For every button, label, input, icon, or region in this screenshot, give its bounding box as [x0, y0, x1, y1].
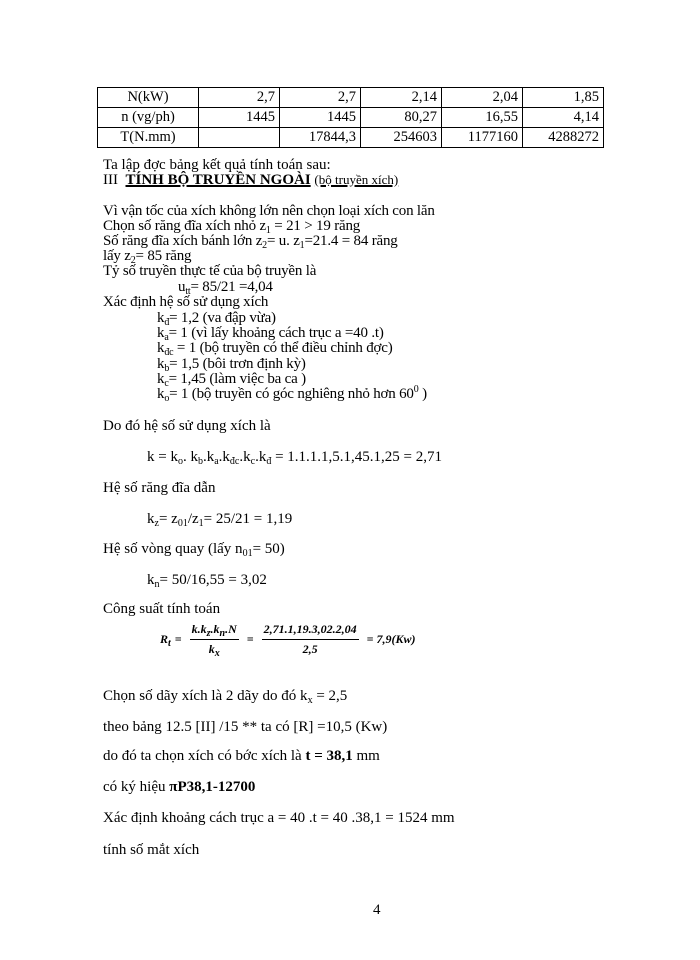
table-cell: 4,14	[523, 108, 604, 128]
table-cell: 1,85	[523, 88, 604, 108]
table-cell: 2,7	[199, 88, 280, 108]
text-line: $k_z= z_{01}/z_1= 25/21 = 1,19$	[147, 511, 293, 529]
row-label: N(kW)	[98, 88, 199, 108]
text-line: Số răng đĩa xích bánh lớn $z_2= u$. $z_1=21.4 = 84$ răng	[103, 233, 398, 251]
text-line: $k_n= 50/16,55 = 3,02$	[147, 572, 267, 590]
text-line: Xác định hệ số sử dụng xích	[103, 294, 269, 310]
table-row	[98, 108, 604, 128]
table-cell: 80,27	[361, 108, 442, 128]
text-line: Công suất tính toán	[103, 601, 221, 617]
table-cell: 1445	[280, 108, 361, 128]
table-cell: 4288272	[523, 128, 604, 148]
text-line: do đó ta chọn xích có bớc xích là t = 38,1 mm	[103, 748, 380, 764]
text-line: $k = k_o$. $k_b.k_a.k_{đc}.k_c.k_đ = 1.1.1.1,5.1,45.1,25 = 2,71$	[147, 449, 442, 467]
coef-line: $k_o= 1$ (bộ truyền có góc nghiêng nhỏ hơn $60^0$ )	[157, 384, 427, 404]
section-heading: III TÍNH BỘ TRUYỀN NGOÀI (bộ truyền xích)	[103, 172, 399, 188]
table-row	[98, 88, 604, 108]
table-cell	[199, 128, 280, 148]
coef-line: $k_{đc} = 1$ (bộ truyền có thể điều chỉnh đợc)	[157, 340, 393, 358]
text-line: Chọn số dãy xích là 2 dãy do đó $k_x = 2,5$	[103, 688, 348, 706]
page-number: 4	[373, 902, 381, 918]
row-label: n (vg/ph)	[98, 108, 199, 128]
table-cell: 16,55	[442, 108, 523, 128]
text-line: lấy $z_2= 85$ răng	[103, 248, 192, 266]
coef-line: $k_c= 1,45$ (làm việc ba ca )	[157, 371, 306, 389]
table-intro: Ta lập đợc bảng kết quả tính toán sau:	[103, 157, 331, 173]
text-line: Tỷ số truyền thực tế của bộ truyền là	[103, 263, 317, 279]
table-cell: 2,7	[280, 88, 361, 108]
results-table	[97, 87, 604, 148]
table-row	[98, 128, 604, 148]
table-cell: 2,04	[442, 88, 523, 108]
coef-line: $k_đ= 1,2$ (va đập vừa)	[157, 310, 276, 328]
power-formula: $R_t$ = $\frac{k.k_z.k_n.N}{k_x}$ = $\frac{2,71.1,19.3,02.2,04}{2,5}$ = 7,9(Kw)	[160, 622, 416, 659]
text-line: Do đó hệ số sử dụng xích là	[103, 418, 271, 434]
row-label: T(N.mm)	[98, 128, 199, 148]
text-line: theo bảng 12.5 [II] /15 ** ta có [R] =10,5 (Kw)	[103, 719, 388, 735]
coef-line: $k_b= 1,5$ (bôi trơn định kỳ)	[157, 356, 306, 374]
text-line: Hệ số vòng quay (lấy $n_{01}= 50$)	[103, 541, 285, 559]
coef-line: $k_a= 1$ (vì lấy khoảng cách trục a =40 .t)	[157, 325, 384, 343]
table-cell: 1177160	[442, 128, 523, 148]
text-line: tính số mắt xích	[103, 842, 200, 858]
table-cell: 2,14	[361, 88, 442, 108]
table-cell: 17844,3	[280, 128, 361, 148]
text-line: có ký hiệu πP38,1-12700	[103, 779, 256, 795]
table-cell: 254603	[361, 128, 442, 148]
text-line: Hệ số răng đĩa dẫn	[103, 480, 216, 496]
text-line: Chọn số răng đĩa xích nhỏ $z_1 = 21 > 19$ răng	[103, 218, 361, 236]
text-line: $u_{tt}= 85/21 =4,04$	[178, 279, 273, 297]
text-line: Xác định khoảng cách trục a = 40 .t = 40 .38,1 = 1524 mm	[103, 810, 455, 826]
table-cell: 1445	[199, 108, 280, 128]
text-line: Vì vận tốc của xích không lớn nên chọn loại xích con lăn	[103, 203, 435, 219]
